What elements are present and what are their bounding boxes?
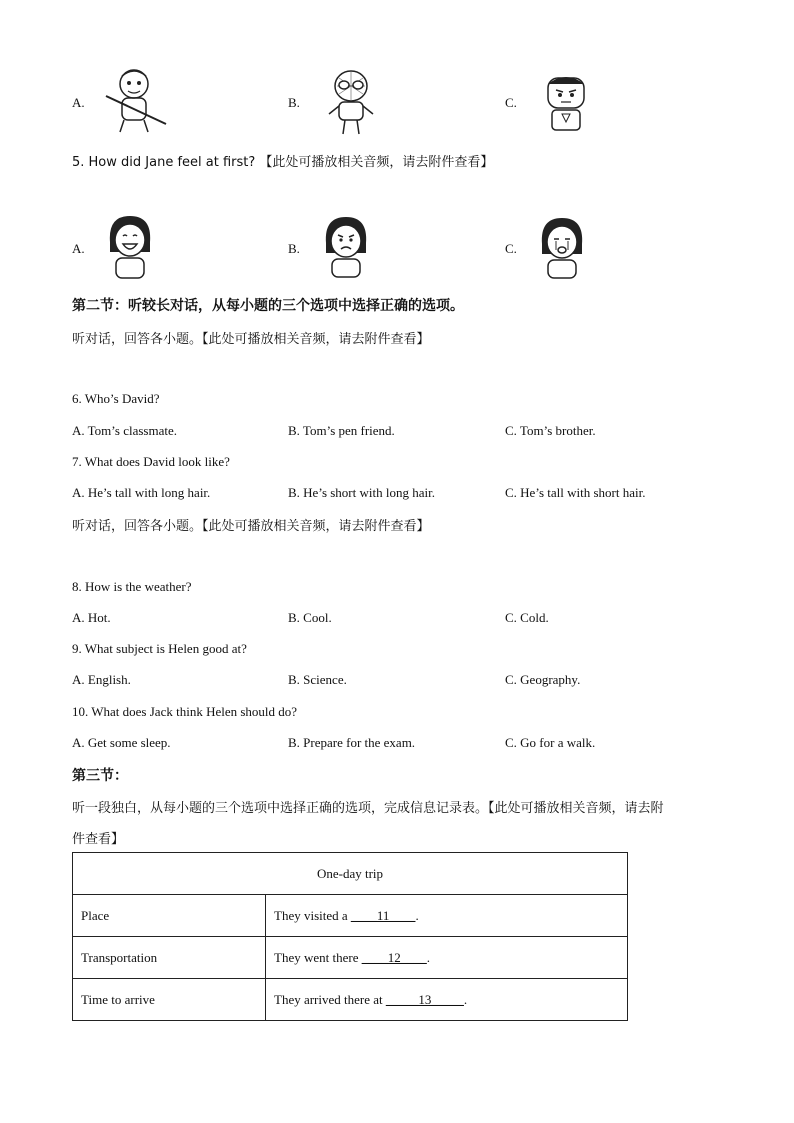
q5-option-b-letter: B. <box>288 241 300 256</box>
question-7-text: 7. What does David look like? <box>72 454 230 469</box>
superman-cartoon-image <box>538 72 594 138</box>
q9-option-a: A. English. <box>72 672 131 687</box>
row-value <box>266 937 628 979</box>
row-value <box>266 979 628 1021</box>
question-8-text: 8. How is the weather? <box>72 579 192 594</box>
q10-option-c: C. Go for a walk. <box>505 735 596 750</box>
table-header-row <box>73 853 628 895</box>
q4-option-b-letter: B. <box>288 95 300 110</box>
question-10-text: 10. What does Jack think Helen should do? <box>72 704 298 719</box>
q8-option-b: B. Cool. <box>288 610 332 625</box>
question-6-text: 6. Who’s David? <box>72 391 160 406</box>
answer-blank-11: ____11____ <box>350 907 416 923</box>
section-2-title: 第二节：听较长对话，从每小题的三个选项中选择正确的选项。 <box>72 298 464 314</box>
section-3-instruction-line-1: 听一段独白，从每小题的三个选项中选择正确的选项，完成信息记录表。【此处可播放相关音频，请去附 <box>72 801 664 816</box>
q6-option-a: A. Tom’s classmate. <box>72 423 178 438</box>
crying-girl-cartoon-image <box>536 214 588 284</box>
row-label: Transportation <box>73 937 266 979</box>
q7-option-c: C. He’s tall with short hair. <box>505 485 646 500</box>
answer-blank-13: _____13_____ <box>385 991 464 1007</box>
q9-option-c: C. Geography. <box>505 672 581 687</box>
question-9-text: 9. What subject is Helen good at? <box>72 641 247 656</box>
q6-option-b: B. Tom’s pen friend. <box>288 423 395 438</box>
q9-option-b: B. Science. <box>288 672 347 687</box>
q4-option-c-letter: C. <box>505 95 517 110</box>
q8-option-a: A. Hot. <box>72 610 111 625</box>
row-label: Time to arrive <box>73 979 266 1021</box>
row-suffix: . <box>415 907 419 923</box>
monkey-king-cartoon-image <box>104 66 170 140</box>
table-row <box>73 937 628 979</box>
table-header-cell: One-day trip <box>73 853 628 895</box>
question-5-text: 5. How did Jane feel at first? 【此处可播放相关音频，请去附件查看】 <box>72 155 494 170</box>
section-2-instruction-1: 听对话，回答各小题。【此处可播放相关音频，请去附件查看】 <box>72 332 430 347</box>
row-label: Place <box>73 895 266 937</box>
q7-option-a: A. He’s tall with long hair. <box>72 485 211 500</box>
q6-option-c: C. Tom’s brother. <box>505 423 596 438</box>
q7-option-b: B. He’s short with long hair. <box>288 485 435 500</box>
table-row <box>73 895 628 937</box>
worried-girl-cartoon-image <box>320 213 372 283</box>
row-prefix: They went there <box>274 949 362 965</box>
q10-option-b: B. Prepare for the exam. <box>288 735 416 750</box>
q4-option-a-letter: A. <box>72 95 85 110</box>
row-value <box>266 895 628 937</box>
trip-info-table <box>72 852 628 1021</box>
row-suffix: . <box>426 949 430 965</box>
row-prefix: They visited a <box>274 907 351 923</box>
row-prefix: They arrived there at <box>274 991 386 1007</box>
section-2-instruction-2: 听对话，回答各小题。【此处可播放相关音频，请去附件查看】 <box>72 519 430 534</box>
section-3-instruction-line-2: 件查看】 <box>72 832 125 847</box>
q8-option-c: C. Cold. <box>505 610 549 625</box>
q5-option-c-letter: C. <box>505 241 517 256</box>
row-suffix: . <box>463 991 468 1007</box>
table-row <box>73 979 628 1021</box>
happy-girl-cartoon-image <box>104 212 156 284</box>
section-3-title: 第三节： <box>72 768 128 784</box>
answer-blank-12: ____12____ <box>361 949 427 965</box>
q10-option-a: A. Get some sleep. <box>72 735 171 750</box>
q5-option-a-letter: A. <box>72 241 85 256</box>
spiderman-cartoon-image <box>323 68 379 140</box>
